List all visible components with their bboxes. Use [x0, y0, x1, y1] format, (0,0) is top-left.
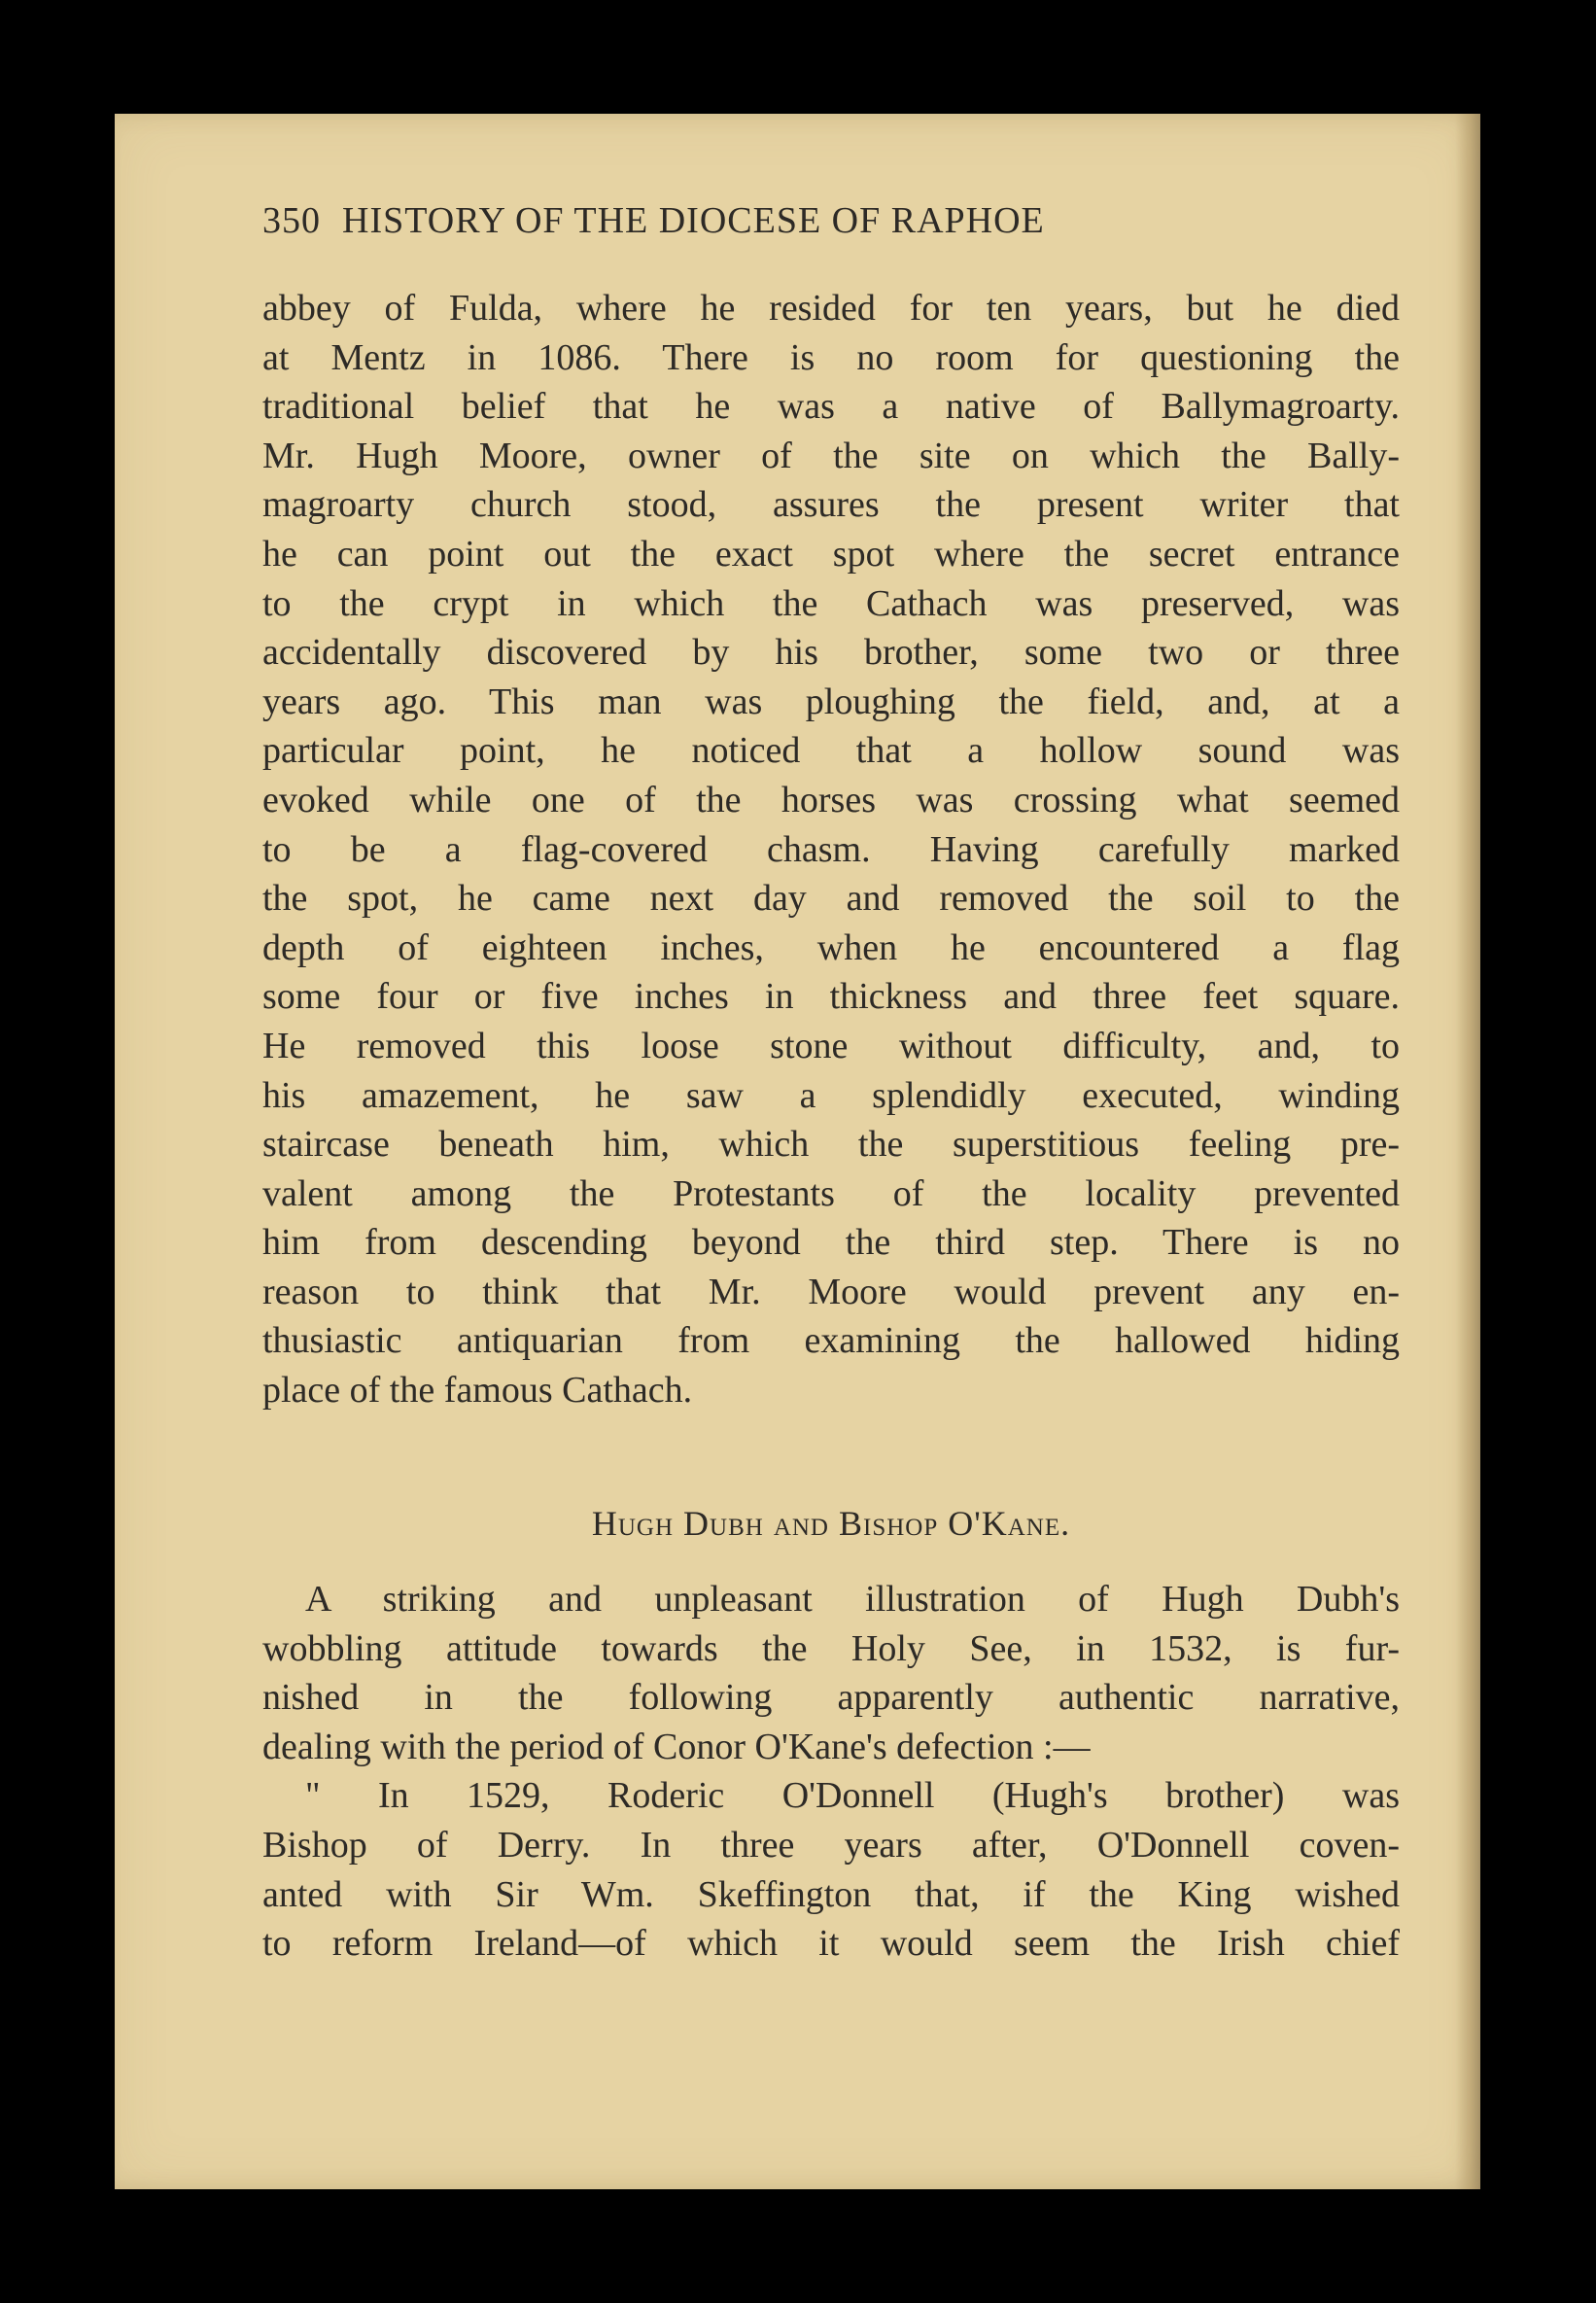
text-line: evoked while one of the horses was crossing what seemed	[262, 779, 1400, 820]
paragraph-2	[262, 1575, 1400, 1969]
text-line: nished in the following apparently authentic narrative,	[262, 1677, 1400, 1719]
text-line: to be a flag-covered chasm. Having carefully marked	[262, 828, 1400, 870]
text-line: the spot, he came next day and removed the soil to the	[262, 878, 1400, 920]
text-line: " In 1529, Roderic O'Donnell (Hugh's brother) was	[305, 1775, 1400, 1817]
running-head	[262, 199, 1400, 242]
text-line: he can point out the exact spot where the secret entrance	[262, 533, 1400, 575]
text-line: years ago. This man was ploughing the field, and, at a	[262, 680, 1400, 722]
text-line: some four or five inches in thickness and three feet square.	[262, 976, 1400, 1018]
text-line: particular point, he noticed that a hollow sound was	[262, 730, 1400, 772]
text-line: reason to think that Mr. Moore would prevent any en-	[262, 1271, 1400, 1312]
text-line: dealing with the period of Conor O'Kane's defection :—	[262, 1726, 1091, 1767]
text-line: wobbling attitude towards the Holy See, in 1532, is fur-	[262, 1627, 1400, 1669]
text-line: to reform Ireland—of which it would seem the Irish chief	[262, 1923, 1400, 1965]
text-line: Mr. Hugh Moore, owner of the site on which the Bally-	[262, 435, 1400, 476]
text-line: He removed this loose stone without difficulty, and, to	[262, 1025, 1400, 1066]
text-line: magroarty church stood, assures the present writer that	[262, 484, 1400, 526]
text-line: depth of eighteen inches, when he encountered a flag	[262, 926, 1400, 968]
section-heading: Hugh Dubh and Bishop O'Kane.	[591, 1504, 1071, 1543]
text-line: abbey of Fulda, where he resided for ten years, but he died	[262, 288, 1400, 329]
text-line: place of the famous Cathach.	[262, 1370, 693, 1412]
paragraph-1	[262, 284, 1400, 1415]
text-line: his amazement, he saw a splendidly executed, winding	[262, 1074, 1400, 1116]
page-number: 350	[262, 200, 321, 241]
page-edge-shadow	[1455, 114, 1480, 2189]
text-line: Bishop of Derry. In three years after, O'Donnell coven-	[262, 1824, 1400, 1866]
text-line: A striking and unpleasant illustration of Hugh Dubh's	[305, 1579, 1400, 1620]
text-line: thusiastic antiquarian from examining the hallowed hiding	[262, 1320, 1400, 1362]
text-line: valent among the Protestants of the locality prevented	[262, 1172, 1400, 1214]
text-line: anted with Sir Wm. Skeffington that, if the King wished	[262, 1873, 1400, 1915]
running-title: HISTORY OF THE DIOCESE OF RAPHOE	[342, 200, 1045, 241]
text-line: him from descending beyond the third step. There is no	[262, 1222, 1400, 1264]
text-line: at Mentz in 1086. There is no room for questioning the	[262, 336, 1400, 378]
text-line: traditional belief that he was a native of Ballymagroarty.	[262, 386, 1400, 428]
text-line: to the crypt in which the Cathach was preserved, was	[262, 582, 1400, 624]
text-line: staircase beneath him, which the superstitious feeling pre-	[262, 1124, 1400, 1166]
text-line: accidentally discovered by his brother, some two or three	[262, 632, 1400, 674]
